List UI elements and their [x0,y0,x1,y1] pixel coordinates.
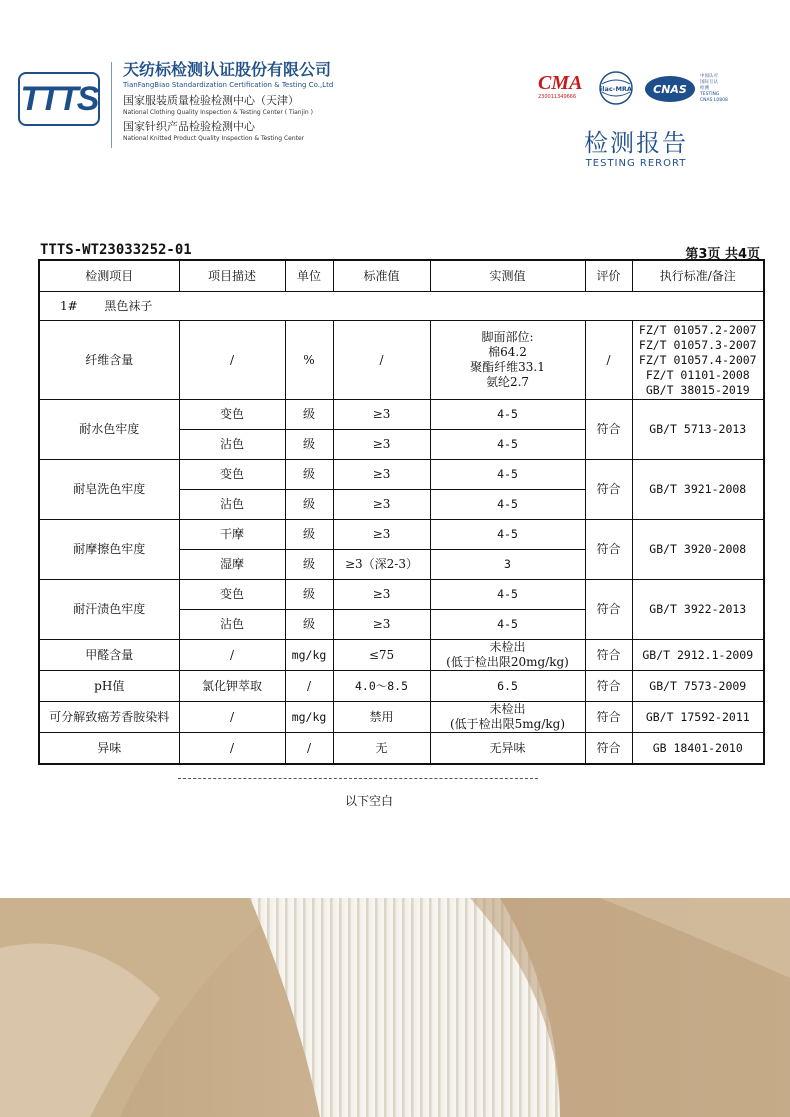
center2-name-en: National Knitted Product Quality Inspection & Testing Center [123,135,305,142]
result-line: (低于检出限5mg/kg) [449,717,566,731]
report-number: TTTS-WT23033252-01 [40,242,192,258]
report-title-en: TESTING RERORT [585,158,687,169]
sample-row [39,292,764,321]
item-cell: 耐水色牢度 [39,400,179,460]
result-line: 无异味 [489,740,526,755]
std-cell: ≥3 [333,520,430,550]
result-cell: 4-5 [430,520,585,550]
std-cell: ≥3 [333,580,430,610]
table-row [39,321,764,400]
unit-cell: / [285,671,333,702]
desc-cell: 变色 [179,460,285,490]
cnas-small-text [700,74,740,104]
desc-cell: 沾色 [179,490,285,520]
item-cell: 耐摩擦色牢度 [39,520,179,580]
std-cell: ≥3（深2-3） [333,550,430,580]
item-cell: 耐皂洗色牢度 [39,460,179,520]
desc-cell: 沾色 [179,610,285,640]
header-cell: 实测值 [430,260,585,292]
eval-cell: 符合 [585,460,632,520]
blank-below-note: 以下空白 [345,794,394,808]
result-line: 未检出 [489,640,526,654]
result-cell [430,702,585,733]
result-line: (低于检出限20mg/kg) [446,655,569,669]
page-info: 第3页 共4页 [685,247,760,262]
item-cell: pH值 [39,671,179,702]
standard-cell: GB/T 5713-2013 [632,400,764,460]
result-line: 未检出 [489,702,526,716]
eval-cell: 符合 [585,671,632,702]
desc-cell: / [179,640,285,671]
unit-cell: 级 [285,460,333,490]
standard-cell: GB/T 2912.1-2009 [632,640,764,671]
desc-cell: / [179,321,285,400]
standard-cell: GB/T 3921-2008 [632,460,764,520]
cnas-small-line: TESTING [700,92,720,97]
item-cell: 可分解致癌芳香胺染料 [39,702,179,733]
item-cell: 耐汗渍色牢度 [39,580,179,640]
desc-cell: / [179,733,285,765]
unit-cell: 级 [285,610,333,640]
desc-cell: 沾色 [179,430,285,460]
unit-cell: mg/kg [285,702,333,733]
eval-cell: 符合 [585,702,632,733]
result-cell [430,321,585,400]
unit-cell: 级 [285,430,333,460]
std-cell: ≥3 [333,430,430,460]
item-cell: 甲醛含量 [39,640,179,671]
table-row [39,460,764,490]
unit-cell: 级 [285,520,333,550]
eval-cell: / [585,321,632,400]
result-line: 棉64.2 [488,345,527,359]
result-cell [430,733,585,765]
sample-id: 1# [60,298,78,313]
center1-name-en: National Clothing Quality Inspection & Testing Center ( Tianjin ) [123,109,313,116]
item-cell: 异味 [39,733,179,765]
ilac-mra-icon [596,70,636,106]
unit-cell: 级 [285,490,333,520]
cnas-small-line: CNAS L0808 [700,98,728,103]
desc-cell: 湿摩 [179,550,285,580]
report-title [566,128,706,170]
eval-cell: 符合 [585,640,632,671]
standard-cell: GB/T 3920-2008 [632,520,764,580]
item-cell: 纤维含量 [39,321,179,400]
cnas-label: CNAS [653,83,687,96]
unit-cell: 级 [285,580,333,610]
result-line: 氨纶2.7 [485,375,530,389]
cnas-small-line: 中国认可 [700,74,718,79]
table-header-row [39,260,764,292]
report-title-cn: 检测报告 [584,129,688,157]
std-cell: 4.0～8.5 [333,671,430,702]
desc-cell: / [179,702,285,733]
header-cell: 执行标准/备注 [632,260,764,292]
unit-cell: 级 [285,400,333,430]
std-cell: ≥3 [333,490,430,520]
std-cell: 无 [333,733,430,765]
cma-label: CMA [538,72,583,94]
table-row [39,702,764,733]
result-line: 6.5 [497,678,518,693]
result-cell [430,671,585,702]
unit-cell: 级 [285,550,333,580]
test-results-table [38,259,765,765]
header-cell: 项目描述 [179,260,285,292]
center2-name-cn: 国家针织产品检验检测中心 [123,120,255,133]
standard-line: FZ/T 01057.4-2007 [638,352,757,367]
table-row [39,520,764,550]
company-logo: TTTS [18,72,100,126]
standard-cell: GB 18401-2010 [632,733,764,765]
unit-cell: / [285,733,333,765]
eval-cell: 符合 [585,733,632,765]
standard-line: FZ/T 01057.2-2007 [638,322,757,337]
unit-cell: % [285,321,333,400]
header-cell: 评价 [585,260,632,292]
standard-line: FZ/T 01101-2008 [645,367,750,382]
cma-number: 230011349666 [538,94,577,100]
company-info [123,60,443,145]
result-cell: 4-5 [430,430,585,460]
company-name-en: TianFangBiao Standardization Certification & Testing Co.,Ltd [123,81,334,89]
desc-cell: 变色 [179,580,285,610]
sample-name: 黑色袜子 [104,298,153,313]
result-line: 脚面部位: [481,330,534,344]
standard-line: FZ/T 01057.3-2007 [638,337,757,352]
desc-cell: 氯化钾萃取 [179,671,285,702]
result-cell: 4-5 [430,400,585,430]
eval-cell: 符合 [585,520,632,580]
table-row [39,733,764,765]
std-cell: ≥3 [333,610,430,640]
desc-cell: 干摩 [179,520,285,550]
table-row [39,671,764,702]
standard-cell [632,321,764,400]
std-cell: ≥3 [333,460,430,490]
result-cell [430,640,585,671]
cnas-small-line: 检测 [700,86,709,91]
result-cell: 4-5 [430,460,585,490]
header-divider [111,62,112,148]
result-cell: 4-5 [430,610,585,640]
header-cell: 标准值 [333,260,430,292]
cma-mark [538,72,588,106]
result-cell: 4-5 [430,580,585,610]
std-cell: ≤75 [333,640,430,671]
result-line: 聚酯纤维33.1 [470,360,545,374]
standard-cell: GB/T 3922-2013 [632,580,764,640]
cnas-icon [644,74,696,104]
table-row [39,640,764,671]
ilac-label: ilac-MRA [600,85,632,93]
fabric-photo [0,898,790,1117]
std-cell: ≥3 [333,400,430,430]
standard-cell: GB/T 17592-2011 [632,702,764,733]
standard-cell: GB/T 7573-2009 [632,671,764,702]
eval-cell: 符合 [585,580,632,640]
standard-line: GB/T 38015-2019 [645,382,750,397]
header-cell: 单位 [285,260,333,292]
std-cell: 禁用 [333,702,430,733]
cnas-small-line: 国际互认 [700,80,718,85]
result-cell: 4-5 [430,490,585,520]
company-name-cn: 天纺标检测认证股份有限公司 [123,60,332,79]
unit-cell: mg/kg [285,640,333,671]
end-divider [178,778,538,779]
header-cell: 检测项目 [39,260,179,292]
table-row [39,580,764,610]
result-cell: 3 [430,550,585,580]
table-row [39,400,764,430]
desc-cell: 变色 [179,400,285,430]
center1-name-cn: 国家服装质量检验检测中心（天津） [123,94,299,107]
certification-marks [538,70,738,110]
std-cell: / [333,321,430,400]
eval-cell: 符合 [585,400,632,460]
sample-cell [39,292,764,321]
